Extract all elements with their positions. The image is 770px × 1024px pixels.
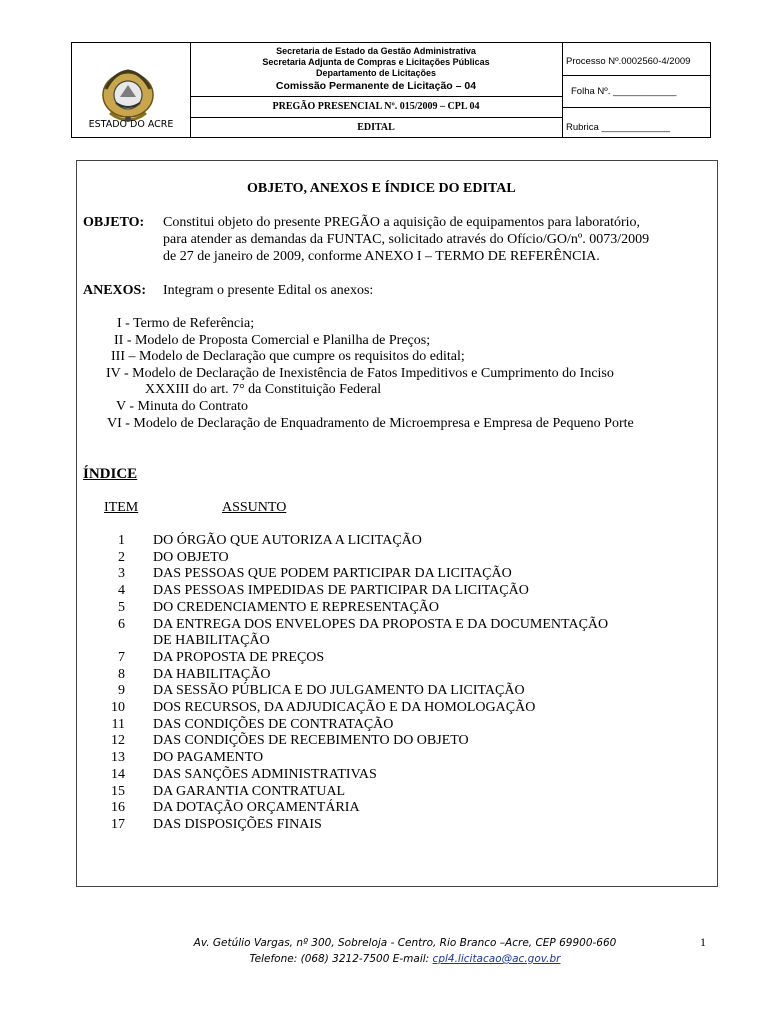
- logo-caption: ESTADO DO ACRE: [88, 119, 174, 130]
- footer-phone: Telefone: (068) 3212-7500 E-mail:: [249, 953, 430, 965]
- anexo-item: XXXIII do art. 7° da Constituição Federal: [145, 382, 382, 397]
- index-number: 6: [118, 616, 125, 632]
- pregao-label: PREGÃO PRESENCIAL Nº. 015/2009 – CPL 04: [272, 101, 480, 112]
- page-number: 1: [700, 935, 706, 949]
- header-line-2: Secretaria Adjunta de Compras e Licitações Públicas: [262, 57, 490, 67]
- index-number: 5: [118, 599, 125, 615]
- index-item: DA PROPOSTA DE PREÇOS: [153, 649, 325, 665]
- index-item: DA SESSÃO PÚBLICA E DO JULGAMENTO DA LICITAÇÃO: [153, 683, 525, 699]
- footer: [140, 935, 670, 967]
- header-line-1: Secretaria de Estado da Gestão Administrativa: [276, 46, 476, 56]
- index-item: DA GARANTIA CONTRATUAL: [153, 783, 346, 799]
- index-item: DAS SANÇÕES ADMINISTRATIVAS: [153, 766, 377, 782]
- divider: [190, 96, 562, 97]
- folha-field: Folha Nº. ____________: [571, 86, 677, 97]
- index-number: 11: [111, 716, 125, 732]
- header-table: [71, 42, 711, 138]
- index-item: DO ÓRGÃO QUE AUTORIZA A LICITAÇÃO: [153, 533, 422, 548]
- header-line-3: Departamento de Licitações: [315, 68, 437, 78]
- index-item: DAS CONDIÇÕES DE CONTRATAÇÃO: [153, 716, 394, 732]
- index-item: DAS PESSOAS IMPEDIDAS DE PARTICIPAR DA LICITAÇÃO: [153, 583, 529, 599]
- index-item: DA HABILITAÇÃO: [153, 666, 271, 682]
- index-item: DE HABILITAÇÃO: [153, 633, 270, 649]
- doc-type: EDITAL: [357, 122, 395, 133]
- index-number: 12: [111, 733, 125, 749]
- item-column-header: ITEM: [104, 500, 139, 515]
- logo-cell: [72, 43, 191, 137]
- objeto-text: de 27 de janeiro de 2009, conforme ANEXO I – TERMO DE REFERÊNCIA.: [163, 249, 600, 264]
- objeto-text: Constitui objeto do presente PREGÃO a aquisição de equipamentos para laboratório,: [163, 215, 641, 230]
- index-number: 16: [111, 800, 125, 816]
- index-number: 7: [118, 649, 125, 665]
- anexo-item: VI - Modelo de Declaração de Enquadramento de Microempresa e Empresa de Pequeno Porte: [107, 416, 634, 431]
- index-number: 4: [118, 583, 125, 599]
- index-number: 17: [111, 816, 125, 832]
- header-center-cell: [190, 43, 563, 137]
- divider: [562, 75, 710, 76]
- footer-email-link[interactable]: cpl4.licitacao@ac.gov.br: [432, 953, 561, 965]
- footer-address: Av. Getúlio Vargas, nº 300, Sobreloja - Centro, Rio Branco –Acre, CEP 69900-660: [193, 937, 617, 949]
- anexos-text: Integram o presente Edital os anexos:: [163, 283, 374, 298]
- index-number: 9: [118, 683, 125, 699]
- header-right-cell: [562, 43, 710, 137]
- page-title: OBJETO, ANEXOS E ÍNDICE DO EDITAL: [247, 181, 516, 196]
- anexos-label: ANEXOS:: [83, 283, 147, 298]
- index-number: 13: [111, 750, 125, 766]
- assunto-column-header: ASSUNTO: [222, 500, 287, 515]
- index-item: DO PAGAMENTO: [153, 750, 264, 766]
- index-item: DAS CONDIÇÕES DE RECEBIMENTO DO OBJETO: [153, 733, 469, 749]
- anexo-item: IV - Modelo de Declaração de Inexistência de Fatos Impeditivos e Cumprimento do Inciso: [106, 366, 614, 381]
- anexo-item: V - Minuta do Contrato: [116, 399, 248, 414]
- divider: [190, 117, 562, 118]
- anexo-item: III – Modelo de Declaração que cumpre os requisitos do edital;: [111, 349, 465, 364]
- index-number: 14: [111, 766, 125, 782]
- anexo-item: I - Termo de Referência;: [117, 316, 255, 331]
- objeto-label: OBJETO:: [83, 215, 145, 230]
- index-item: DAS DISPOSIÇÕES FINAIS: [153, 816, 322, 832]
- index-number: 2: [118, 549, 125, 565]
- footer-contact: [140, 951, 670, 967]
- index-number: 3: [118, 566, 125, 582]
- index-number: 8: [118, 666, 125, 682]
- index-item: DA DOTAÇÃO ORÇAMENTÁRIA: [153, 800, 360, 816]
- index-item: DAS PESSOAS QUE PODEM PARTICIPAR DA LICITAÇÃO: [153, 566, 512, 582]
- divider: [562, 107, 710, 108]
- index-number: 10: [111, 700, 125, 715]
- anexo-item: II - Modelo de Proposta Comercial e Planilha de Preços;: [114, 333, 431, 348]
- objeto-text: para atender as demandas da FUNTAC, solicitado através do Ofício/GO/nº. 0073/2009: [163, 232, 650, 247]
- rubrica-field: Rubrica _____________: [566, 122, 671, 133]
- index-item: DOS RECURSOS, DA ADJUDICAÇÃO E DA HOMOLOGAÇÃO: [153, 700, 536, 715]
- header-line-4: Comissão Permanente de Licitação – 04: [275, 80, 477, 92]
- index-item: DO CREDENCIAMENTO E REPRESENTAÇÃO: [153, 599, 440, 615]
- index-number: 1: [118, 533, 125, 548]
- processo-number: Processo Nº.0002560-4/2009: [566, 56, 691, 67]
- index-item: DO OBJETO: [153, 549, 229, 565]
- index-item: DA ENTREGA DOS ENVELOPES DA PROPOSTA E DA DOCUMENTAÇÃO: [153, 616, 609, 632]
- index-number: 15: [111, 783, 125, 799]
- indice-heading: ÍNDICE: [83, 466, 138, 482]
